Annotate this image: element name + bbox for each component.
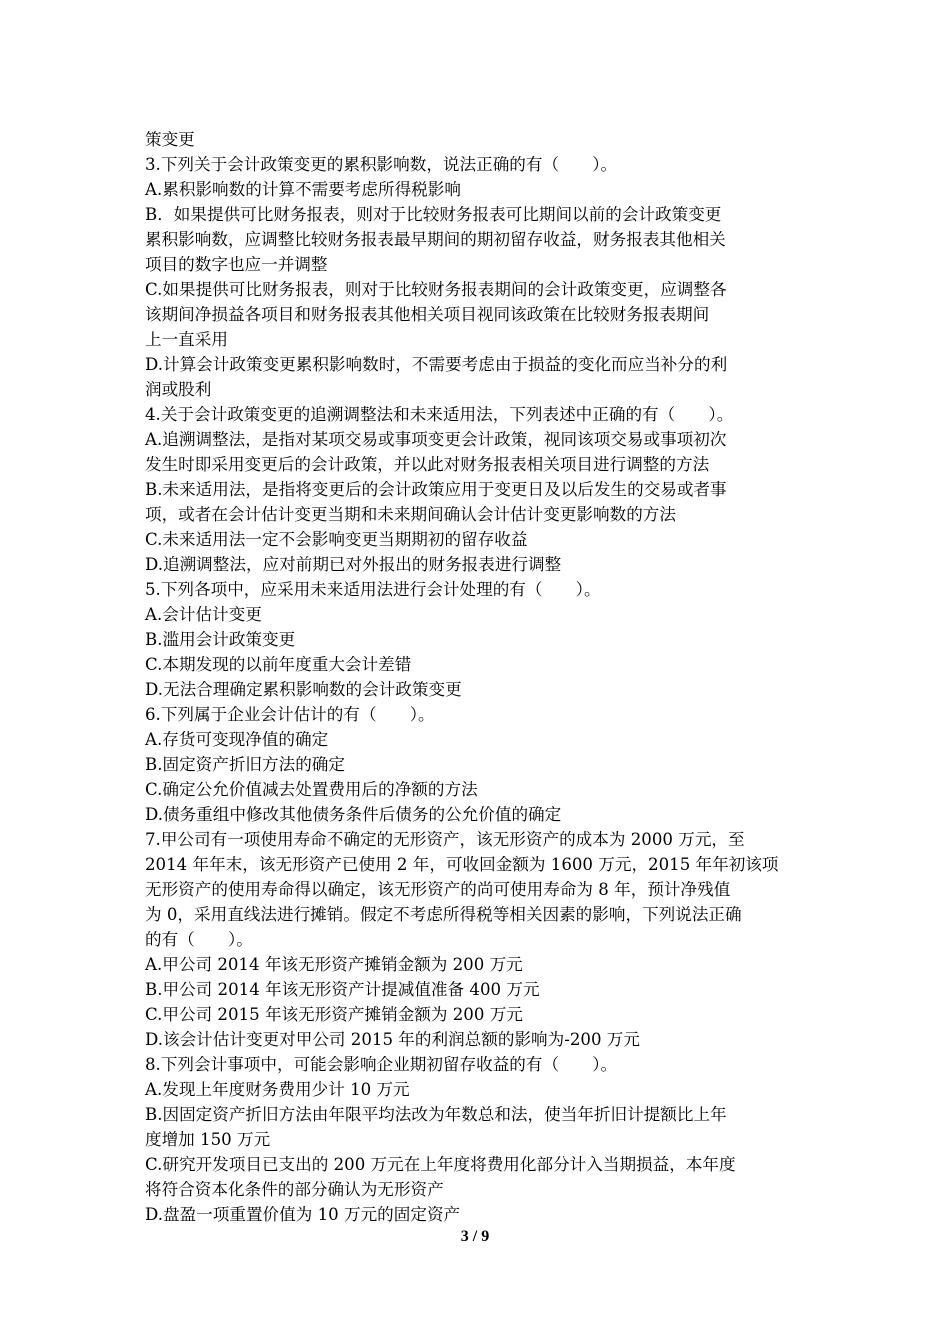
option-line: A.累积影响数的计算不需要考虑所得税影响 — [145, 180, 461, 199]
option-line: D.追溯调整法，应对前期已对外报出的财务报表进行调整 — [145, 555, 562, 574]
option-line: D.无法合理确定累积影响数的会计政策变更 — [145, 680, 462, 699]
option-line: C.本期发现的以前年度重大会计差错 — [145, 655, 412, 674]
option-line: C.研究开发项目已支出的 200 万元在上年度将费用化部分计入当期损益，本年度 — [145, 1155, 736, 1174]
option-line: D.该会计估计变更对甲公司 2015 年的利润总额的影响为-200 万元 — [145, 1030, 640, 1049]
option-line: 该期间净损益各项目和财务报表其他相关项目视同该政策在比较财务报表期间 — [145, 305, 710, 324]
option-line: C.确定公允价值减去处置费用后的净额的方法 — [145, 780, 478, 799]
option-line: 度增加 150 万元 — [145, 1130, 271, 1149]
option-line: A.甲公司 2014 年该无形资产摊销金额为 200 万元 — [145, 955, 523, 974]
text-line: 策变更 — [145, 130, 195, 149]
option-line: B.甲公司 2014 年该无形资产计提减值准备 400 万元 — [145, 980, 540, 999]
option-line: 上一直采用 — [145, 330, 228, 349]
option-line: B.固定资产折旧方法的确定 — [145, 755, 345, 774]
option-line: 将符合资本化条件的部分确认为无形资产 — [145, 1180, 444, 1199]
option-line: A.存货可变现净值的确定 — [145, 730, 329, 749]
question-3: 3.下列关于会计政策变更的累积影响数，说法正确的有（ ）。 — [145, 155, 618, 174]
option-line: B．如果提供可比财务报表，则对于比较财务报表可比期间以前的会计政策变更 — [145, 205, 722, 224]
option-line: B.因固定资产折旧方法由年限平均法改为年数总和法，使当年折旧计提额比上年 — [145, 1105, 727, 1124]
option-line: C.未来适用法一定不会影响变更当期期初的留存收益 — [145, 530, 528, 549]
option-line: 项目的数字也应一并调整 — [145, 255, 328, 274]
option-line: A.追溯调整法，是指对某项交易或事项变更会计政策，视同该项交易或事项初次 — [145, 430, 727, 449]
option-line: D.盘盈一项重置价值为 10 万元的固定资产 — [145, 1205, 461, 1224]
option-line: 发生时即采用变更后的会计政策，并以此对财务报表相关项目进行调整的方法 — [145, 455, 710, 474]
question-5: 5.下列各项中，应采用未来适用法进行会计处理的有（ ）。 — [145, 580, 601, 599]
option-line: 润或股利 — [145, 380, 212, 399]
option-line: C.甲公司 2015 年该无形资产摊销金额为 200 万元 — [145, 1005, 523, 1024]
text-line: 2014 年年末，该无形资产已使用 2 年，可收回金额为 1600 万元，2015 年年初该项 — [145, 855, 779, 874]
option-line: 累积影响数，应调整比较财务报表最早期间的期初留存收益，财务报表其他相关 — [145, 230, 726, 249]
text-line: 无形资产的使用寿命得以确定，该无形资产的尚可使用寿命为 8 年，预计净残值 — [145, 880, 731, 899]
question-4: 4.关于会计政策变更的追溯调整法和未来适用法，下列表述中正确的有（ ）。 — [145, 405, 734, 424]
option-line: D.计算会计政策变更累积影响数时，不需要考虑由于损益的变化而应当补分的利 — [145, 355, 728, 374]
option-line: A.会计估计变更 — [145, 605, 262, 624]
question-7: 7.甲公司有一项使用寿命不确定的无形资产，该无形资产的成本为 2000 万元，至 — [145, 830, 745, 849]
page-number: 3 / 9 — [460, 1228, 490, 1245]
option-line: 项，或者在会计估计变更当期和未来期间确认会计估计变更影响数的方法 — [145, 505, 676, 524]
document-body — [145, 127, 815, 1227]
option-line: B.未来适用法，是指将变更后的会计政策应用于变更日及以后发生的交易或者事 — [145, 480, 727, 499]
option-line: D.债务重组中修改其他债务条件后债务的公允价值的确定 — [145, 805, 562, 824]
question-8: 8.下列会计事项中，可能会影响企业期初留存收益的有（ ）。 — [145, 1055, 618, 1074]
option-line: A.发现上年度财务费用少计 10 万元 — [145, 1080, 410, 1099]
option-line: B.滥用会计政策变更 — [145, 630, 296, 649]
text-line: 为 0，采用直线法进行摊销。假定不考虑所得税等相关因素的影响，下列说法正确 — [145, 905, 742, 924]
text-line: 的有（ ）。 — [145, 930, 253, 949]
option-line: C.如果提供可比财务报表，则对于比较财务报表期间的会计政策变更，应调整各 — [145, 280, 727, 299]
question-6: 6.下列属于企业会计估计的有（ ）。 — [145, 705, 435, 724]
